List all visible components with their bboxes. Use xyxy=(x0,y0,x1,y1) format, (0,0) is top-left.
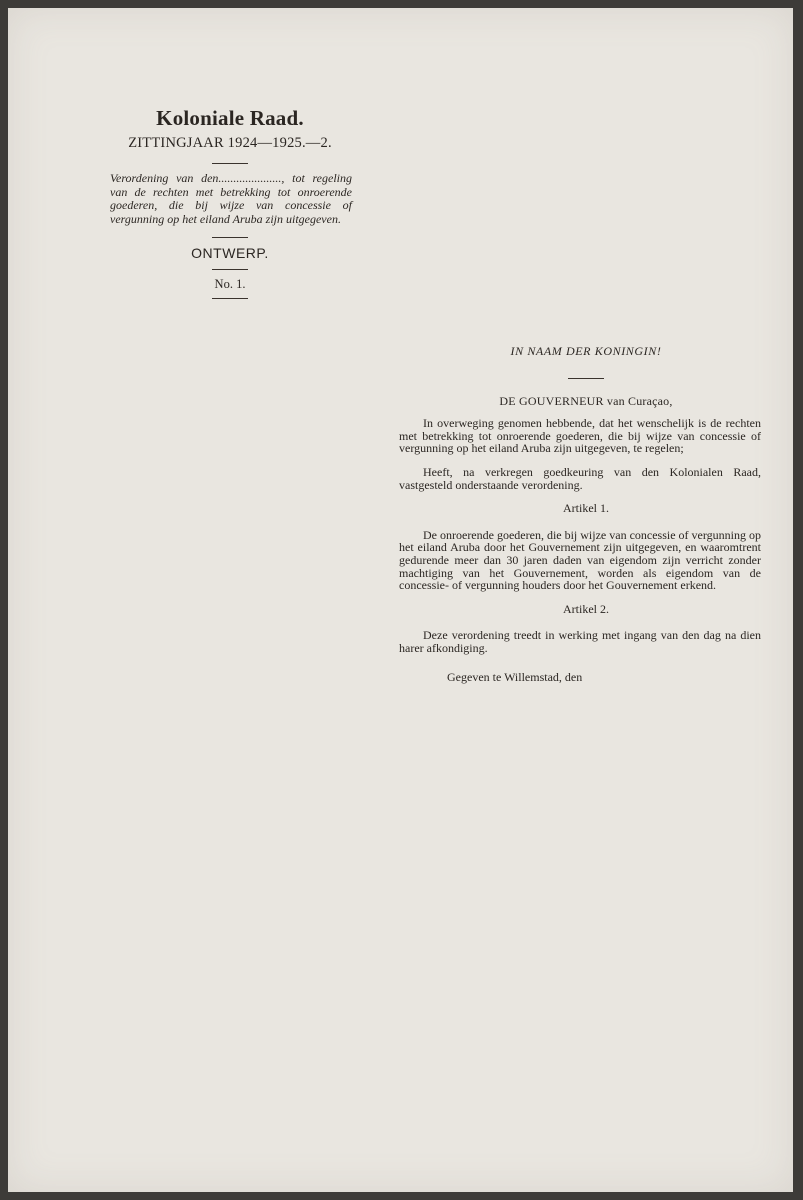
enactment-paragraph: Heeft, na verkregen goedkeuring van den Kolonialen Raad, vastgesteld onderstaande verordening. xyxy=(399,464,761,492)
session-year: ZITTINGJAAR 1924—1925.—2. xyxy=(128,135,332,151)
header-column xyxy=(108,105,352,299)
ordinance-text xyxy=(399,345,761,683)
article-2-text: Deze verordening treedt in werking met ingang van den dag na dien harer afkondiging. xyxy=(399,628,761,655)
divider xyxy=(212,269,248,270)
council-title: Koloniale Raad. xyxy=(156,106,304,130)
divider xyxy=(212,298,248,299)
draft-label: ONTWERP. xyxy=(191,245,269,261)
document-page xyxy=(8,8,793,1192)
article-1-text: De onroerende goederen, die bij wijze van concessie of vergunning op het eiland Aruba door het Gouvernement zijn uitgegeven, en waaromtrent gedurende meer dan 30 jaren daden van eigendom zijn verricht zonder machtiging van het Gouvernement, worden als eigendom van de concessie- of vergunning houders door het Gouvernement erkend. xyxy=(399,527,761,593)
article-1-heading: Artikel 1. xyxy=(563,501,609,516)
divider xyxy=(212,163,248,164)
closing-line: Gegeven te Willemstad, den xyxy=(447,669,583,684)
ordinance-description: Verordening van den....................., tot regeling van de rechten met betrekking tot onroerende goederen, die bij wijze van concessie of vergunning op het eiland Aruba zijn uitgegeven. xyxy=(110,171,352,226)
preamble-paragraph: In overweging genomen hebbende, dat het wenschelijk is de rechten met betrekking tot onroerende goederen, die bij wijze van concessie of vergunning op het eiland Aruba zijn uitgegeven, te regelen; xyxy=(399,416,761,456)
article-2-heading: Artikel 2. xyxy=(563,601,609,616)
divider xyxy=(568,378,604,379)
divider xyxy=(212,237,248,238)
document-number: No. 1. xyxy=(214,277,246,291)
governor-line: DE GOUVERNEUR van Curaçao, xyxy=(499,393,673,408)
invocation: IN NAAM DER KONINGIN! xyxy=(510,344,662,358)
